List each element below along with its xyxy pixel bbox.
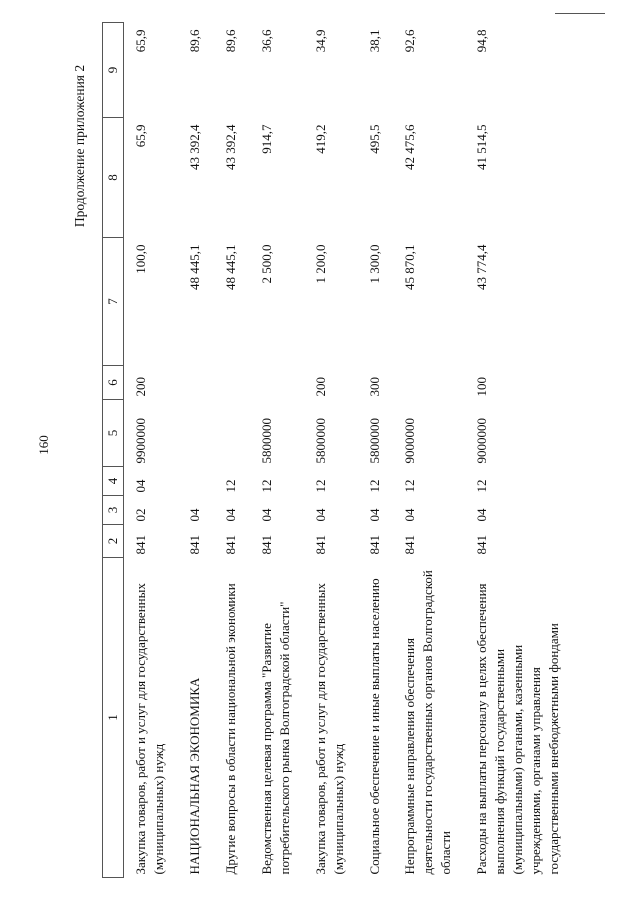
cell: 41 514,5 [474,124,490,170]
cell: 841 [366,535,382,555]
column-header: 6 [103,366,124,400]
table-row [298,23,352,878]
cell: 200 [133,377,148,397]
continuation-title: Продолжение приложения 2 [72,64,87,228]
cell [208,366,244,400]
cell: 12 [366,479,382,493]
cell: 89,6 [222,29,238,53]
cell: 841 [258,535,274,555]
cell: 42 475,6 [402,124,418,170]
cell: 65,9 [133,29,148,53]
row-name: Закупка товаров, работ и услуг для государственных (муниципальных) нужд [133,583,166,875]
cell: 43 392,4 [222,124,238,170]
cell: 04 [402,508,418,522]
cell: 65,9 [133,124,148,148]
cell: 12 [474,479,490,493]
cell: 841 [474,535,490,555]
cell: 841 [222,535,238,555]
cell: 48 445,1 [186,244,202,290]
cell [387,366,459,400]
cell: 841 [312,535,328,555]
table-row [172,23,208,878]
cell: 914,7 [258,124,274,154]
column-header: 2 [103,525,124,558]
row-name: Закупка товаров, работ и услуг для государственных (муниципальных) нужд [312,583,346,875]
cell: 1 300,0 [366,244,382,284]
top-edge-rule [555,13,605,14]
cell: 94,8 [474,29,490,53]
cell: 12 [258,479,274,493]
header-row [103,23,124,878]
column-header: 4 [103,467,124,496]
cell: 04 [312,508,328,522]
cell: 04 [222,508,238,522]
column-header: 7 [103,238,124,366]
cell: 45 870,1 [402,244,418,290]
rotated-table-page [102,23,561,878]
row-name: Расходы на выплаты персоналу в целях обеспечения выполнения функций государственными (муниципальными) органами, казенными учреждениями, органами управления государственными внебюджетными фондами [474,583,561,875]
cell: 12 [312,479,328,493]
cell: 04 [133,479,148,493]
cell: 841 [186,535,202,555]
row-name: Непрограммные направления обеспечения деятельности государственных органов Волгоградской области [402,570,454,875]
cell: 12 [402,479,418,493]
cell: 9000000 [402,418,418,464]
cell [208,400,244,467]
cell: 38,1 [366,29,382,53]
column-header: 8 [103,118,124,238]
cell: 34,9 [312,29,328,53]
row-name: Социальное обеспечение и иные выплаты населению [366,578,382,875]
cell [244,366,298,400]
page-number: 160 [35,435,51,455]
cell: 04 [366,508,382,522]
cell: 04 [474,508,490,522]
cell: 43 774,4 [474,244,490,290]
table-row [352,23,388,878]
cell: 100 [474,377,490,397]
cell: 100,0 [133,244,148,274]
cell: 419,2 [312,124,328,154]
column-header: 5 [103,400,124,467]
cell: 48 445,1 [222,244,238,290]
cell: 1 200,0 [312,244,328,284]
cell: 300 [366,377,382,397]
column-header: 3 [103,496,124,525]
cell: 04 [186,508,202,522]
cell: 200 [312,377,328,397]
cell [172,400,208,467]
cell: 12 [222,479,238,493]
table-row [387,23,459,878]
cell: 5800000 [312,418,328,464]
cell: 5800000 [366,418,382,464]
table-row [124,23,172,878]
table-row [208,23,244,878]
column-header: 1 [103,558,124,878]
cell: 5800000 [258,418,274,464]
cell: 89,6 [186,29,202,53]
table-row [244,23,298,878]
cell: 36,6 [258,29,274,53]
cell: 04 [258,508,274,522]
table-row [459,23,567,878]
cell: 495,5 [366,124,382,154]
appendix-table [102,22,567,878]
cell: 9000000 [474,418,490,464]
row-name: Ведомственная целевая программа "Развитие потребительского рынка Волгоградской области" [258,601,292,875]
cell: 92,6 [402,29,418,53]
column-header: 9 [103,23,124,118]
cell [172,366,208,400]
cell: 9900000 [133,418,148,464]
cell: 43 392,4 [186,124,202,170]
row-name: НАЦИОНАЛЬНАЯ ЭКОНОМИКА [186,677,202,875]
cell: 841 [133,535,148,555]
cell: 841 [402,535,418,555]
cell [172,467,208,496]
row-name: Другие вопросы в области национальной экономики [222,583,238,875]
cell: 02 [133,508,148,522]
cell: 2 500,0 [258,244,274,284]
